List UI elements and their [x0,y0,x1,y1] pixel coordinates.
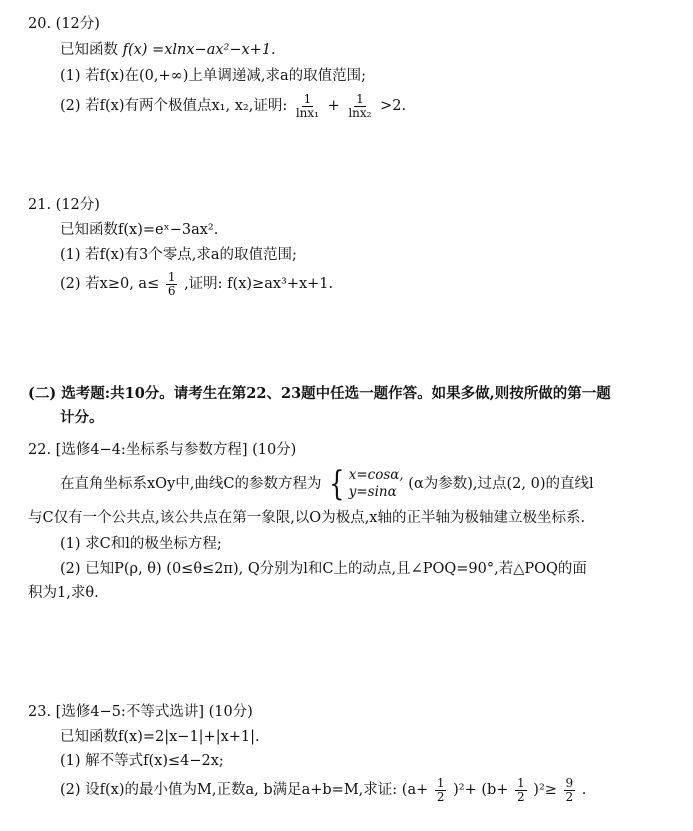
q20-number: 20. [28,16,52,32]
q22-heading [28,440,296,460]
q21-frac-numerator: 1 [167,269,176,284]
q21-frac-denominator: 6 [167,283,176,298]
q20-part1: (1) 若f(x)在(0,+∞)上单调递减,求a的取值范围; [60,68,367,84]
q23-part2-mid: )²+ (b+ [453,782,509,798]
q21-part2-text: (2) 若x≥0, a≤ [60,276,160,292]
q22-parametric-system [326,464,404,504]
q22-part1: (1) 求C和l的极坐标方程; [60,536,222,552]
q23-fa-denominator: 2 [436,789,445,804]
q23-heading [28,702,253,722]
q23-fraction-b [515,777,527,804]
q23-fb-denominator: 2 [517,789,525,804]
q20-frac2-numerator: 1 [356,91,364,106]
q23-number: 23. [28,704,52,720]
q21-number: 21. [28,197,52,213]
q20-part2-tail: >2. [380,98,407,114]
q20-score: (12分) [55,16,100,32]
q22-system-row-1: x=cosα, [348,467,404,483]
q20-frac1-denominator: lnx₁ [295,105,319,120]
q23-stem: 已知函数f(x)=2|x−1|+|x+1|. [60,729,260,745]
q23-part2-tail: . [581,782,587,798]
q20-frac2-denominator: lnx₂ [348,105,372,120]
q22-system-row-2: y=sinα [348,484,397,500]
q21-stem: 已知函数f(x)=eˣ−3ax². [60,222,219,238]
q23-fc-numerator: 9 [565,775,574,790]
q20-fraction-1 [294,93,321,120]
q23-fraction-a [435,777,447,804]
q22-part2-cont: 积为1,求θ. [28,585,99,601]
q22-line1-tail: (α为参数),过点(2, 0)的直线l [408,476,594,492]
q21-fraction [166,271,178,298]
q20-stem-expr: =xlnx−ax²−x+1. [152,42,276,58]
q23-part2-text: (2) 设f(x)的最小值为M,正数a, b满足a+b=M,求证: (a+ [60,782,429,798]
q21-part2 [60,268,333,300]
q20-stem [60,40,276,60]
q20-fraction-2 [346,93,373,120]
q20-frac1-numerator: 1 [303,91,312,106]
elective-instructions-cont: 计分。 [60,409,104,426]
q22-header: [选修4−4:坐标系与参数方程] (10分) [55,442,297,458]
q23-header: [选修4−5:不等式选讲] (10分) [55,704,253,720]
q21-heading [28,195,100,215]
q23-part2 [60,774,586,806]
q23-part1: (1) 解不等式f(x)≤4−2x; [60,753,224,769]
q23-fc-denominator: 2 [565,789,574,804]
q22-line1 [60,466,594,502]
q22-part2: (2) 已知P(ρ, θ) (0≤θ≤2π), Q分别为l和C上的动点,且∠POQ=90°,若△POQ的面 [60,561,587,577]
q22-number: 22. [28,442,52,458]
left-brace-icon: { [329,464,345,504]
q23-fa-numerator: 1 [436,775,445,790]
q20-stem-text: 已知函数 [60,42,118,58]
q23-part2-mid2: )²≥ [533,782,557,798]
q20-stem-fx: f(x) [122,42,148,58]
elective-instructions: (二) 选考题:共10分。请考生在第22、23题中任选一题作答。如果多做,则按所做的第一题 [28,385,611,402]
q21-score: (12分) [55,197,100,213]
q20-part2-text: (2) 若f(x)有两个极值点x₁, x₂,证明: [60,98,288,114]
q23-fb-numerator: 1 [517,775,525,790]
q20-heading [28,14,100,34]
q22-line2: 与C仅有一个公共点,该公共点在第一象限,以O为极点,x轴的正半轴为极轴建立极坐标系. [28,510,586,526]
q20-part2 [60,90,406,122]
q22-line1-text: 在直角坐标系xOy中,曲线C的参数方程为 [60,476,322,492]
q23-fraction-c [564,777,576,804]
q21-part1: (1) 若f(x)有3个零点,求a的取值范围; [60,247,297,263]
q21-part2-tail: ,证明: f(x)≥ax³+x+1. [184,276,334,292]
q20-plus: + [327,98,340,114]
